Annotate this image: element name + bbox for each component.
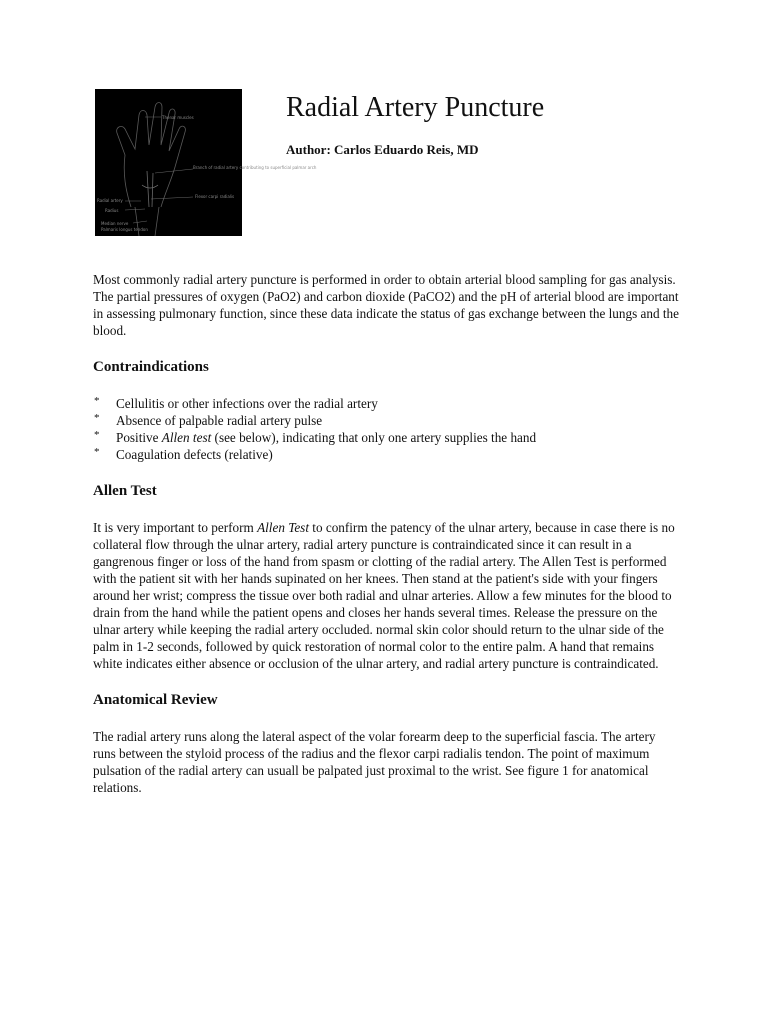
bullet-icon: * <box>94 412 100 424</box>
figure-label: Radial artery <box>97 198 123 203</box>
anatomical-review-heading: Anatomical Review <box>93 692 218 708</box>
contraindications-list <box>93 395 679 463</box>
bullet-icon: * <box>94 429 100 441</box>
figure-label: Thenar muscles <box>162 115 194 120</box>
anatomy-figure <box>95 89 317 236</box>
allen-test-paragraph: It is very important to perform Allen Test to confirm the patency of the ulnar artery, because in case there is no collateral flow through the ulnar artery, radial artery puncture is contraindicated since it can result in a gangrenous finger or loss of the hand from spasm or clotting of the radial artery. The Allen Test is performed with the patient sit with her hands supinated on her knees. Then stand at the patient's side with your fingers around her wrist; compress the tissue over both radial and ulnar arteries. Allow a few minutes for the blood to drain from the hand while the patient opens and closes her hands several times. Release the pressure on the ulnar artery while keeping the radial artery occluded. normal skin color should return to the ulnar side of the palm in 1-2 seconds, followed by quick restoration of normal color to the entire palm. A hand that remains white indicates either absence or occlusion of the ulnar artery, and radial artery puncture is contraindicated. <box>93 520 675 671</box>
document-body <box>93 271 679 796</box>
anatomical-review-paragraph: The radial artery runs along the lateral aspect of the volar forearm deep to the superficial fascia. The artery runs between the styloid process of the radius and the flexor carpi radialis tendon. The point of maximum pulsation of the radial artery can usuall be palpated just proximal to the wrist. See figure 1 for anatomical relations. <box>93 729 656 795</box>
page-title: Radial Artery Puncture <box>286 92 545 123</box>
figure-label: Radius <box>105 208 119 213</box>
list-item: * Cellulitis or other infections over the radial artery <box>94 395 378 411</box>
hand-illustration <box>95 89 317 236</box>
list-item: * Absence of palpable radial artery pulse <box>94 412 323 428</box>
intro-paragraph: Most commonly radial artery puncture is performed in order to obtain arterial blood sampling for gas analysis. The partial pressures of oxygen (PaO2) and carbon dioxide (PaCO2) and the pH of arterial blood are important in assessing pulmonary function, since these data indicate the status of gas exchange between the lungs and the blood. <box>93 272 679 338</box>
list-item: * Coagulation defects (relative) <box>94 446 273 462</box>
allen-test-heading: Allen Test <box>93 483 157 499</box>
bullet-icon: * <box>94 395 100 407</box>
list-item: * Positive Allen test (see below), indicating that only one artery supplies the hand <box>94 429 537 445</box>
contraindications-heading: Contraindications <box>93 359 209 375</box>
bullet-icon: * <box>94 446 100 458</box>
figure-label: Median nerve <box>101 221 129 226</box>
figure-label: Branch of radial artery contributing to superficial palmar arch <box>193 165 317 170</box>
allen-test-term: Allen Test <box>257 520 309 535</box>
figure-label: Flexor carpi radialis <box>195 194 235 199</box>
figure-label: Palmaris longus tendon <box>101 227 148 232</box>
author-line: Author: Carlos Eduardo Reis, MD <box>286 142 479 157</box>
allen-test-term: Allen test <box>161 430 212 445</box>
